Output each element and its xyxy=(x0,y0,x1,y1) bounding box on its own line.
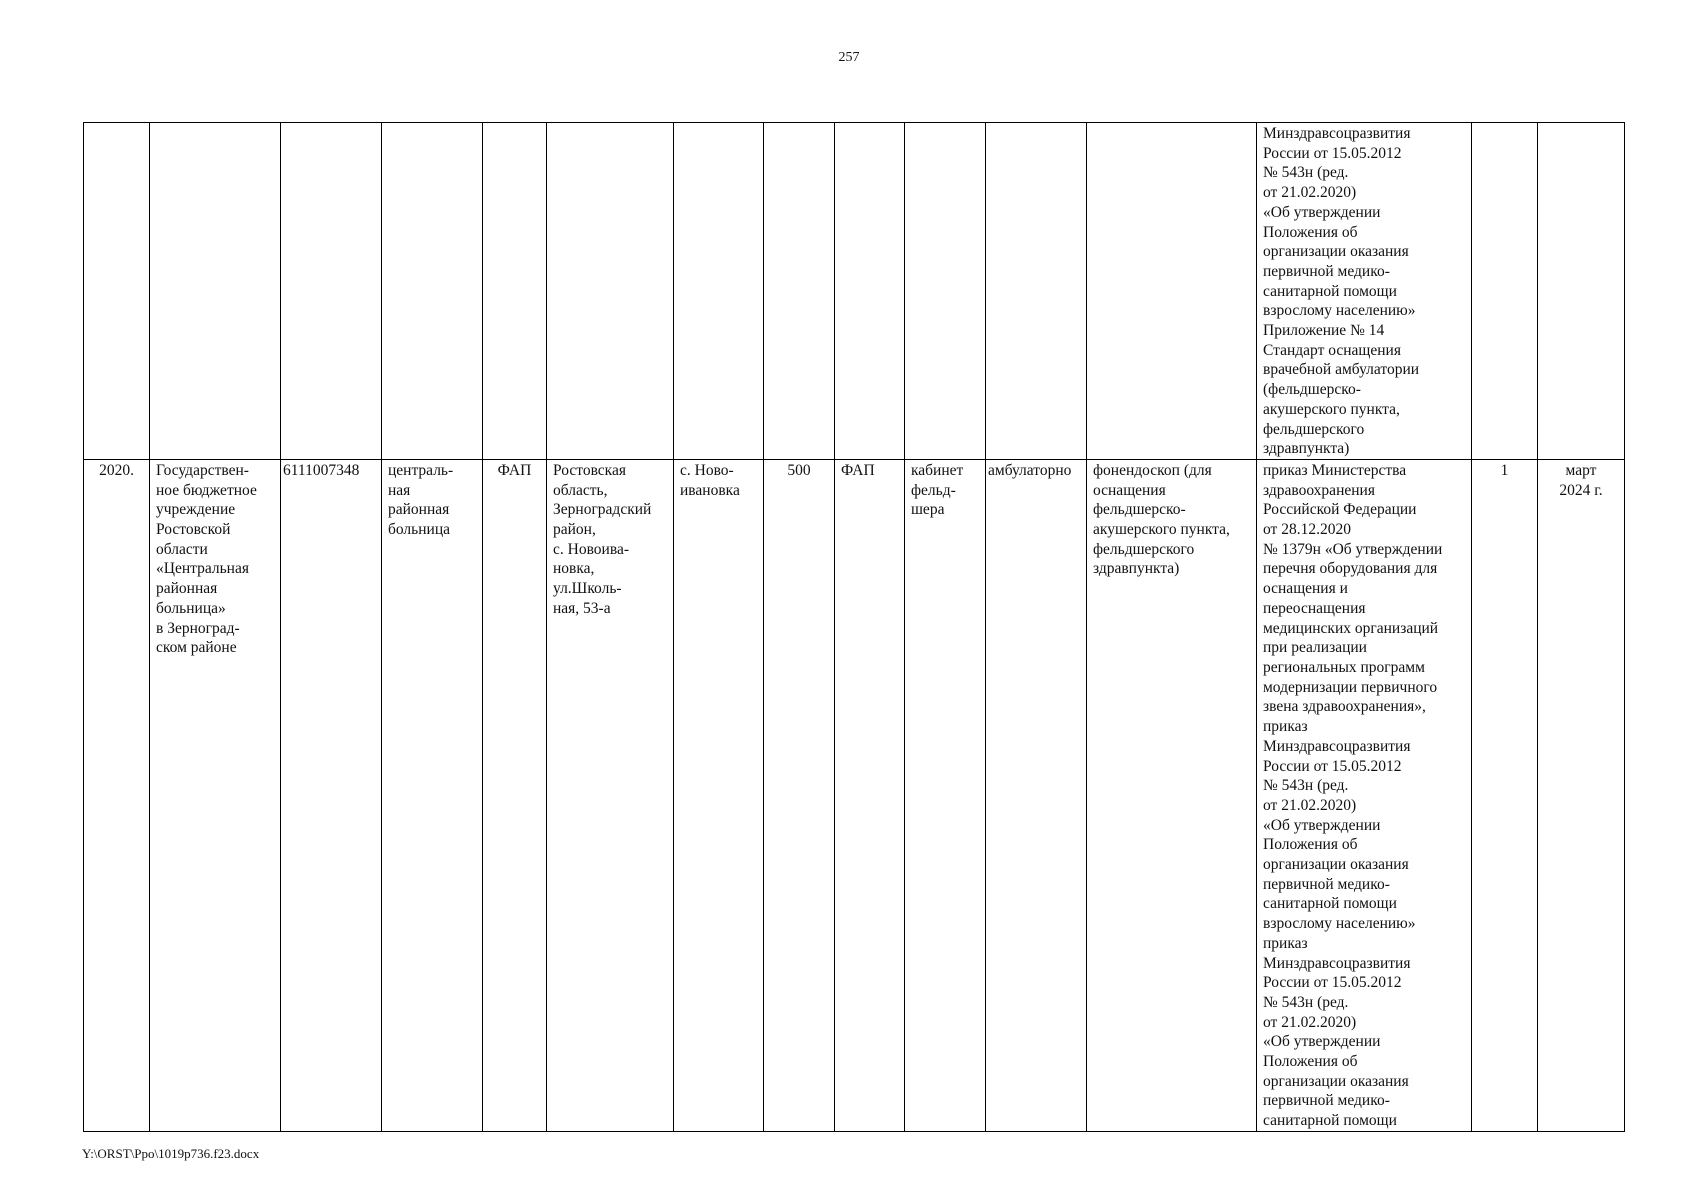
institution-cell: Государствен- ное бюджетное учреждение Ростовской области «Центральная районная больница» в Зерноград- ском районе xyxy=(150,459,281,1131)
table-cell xyxy=(674,123,764,460)
document-ref-cell: Минздравсоцразвития России от 15.05.2012 № 543н (ред. от 21.02.2020) «Об утверждении Положения об организации оказания первичной медико- санитарной помощи взрослому населению» Приложение № 14 Стандарт оснащения врачебной амбулатории (фельдшерско- акушерского пункта, фельдшерского здравпункта) xyxy=(1257,123,1472,460)
table-cell xyxy=(483,123,547,460)
equipment-cell: фонендоскоп (для оснащения фельдшерско- акушерского пункта, фельдшерского здравпункта) xyxy=(1087,459,1257,1131)
table-cell xyxy=(1538,123,1625,460)
table-cell xyxy=(905,123,986,460)
facility-cell: ФАП xyxy=(835,459,905,1131)
unit-type-cell: ФАП xyxy=(483,459,547,1131)
table-cell xyxy=(1087,123,1257,460)
population-cell: 500 xyxy=(764,459,835,1131)
table-cell xyxy=(382,123,483,460)
table-row xyxy=(84,123,1625,460)
page-number: 257 xyxy=(838,50,860,65)
table-cell xyxy=(150,123,281,460)
table-row xyxy=(84,459,1625,1131)
date-cell: март 2024 г. xyxy=(1538,459,1625,1131)
equipment-table xyxy=(83,122,1625,1132)
table-cell xyxy=(764,123,835,460)
settlement-cell: с. Ново- ивановка xyxy=(674,459,764,1131)
inn-cell: 6111007348 xyxy=(281,459,382,1131)
table-cell xyxy=(84,123,150,460)
room-cell: кабинет фельд- шера xyxy=(905,459,986,1131)
table-cell xyxy=(835,123,905,460)
table-cell xyxy=(281,123,382,460)
table-cell xyxy=(547,123,674,460)
table-cell xyxy=(1472,123,1538,460)
quantity-cell: 1 xyxy=(1472,459,1538,1131)
table-cell xyxy=(986,123,1087,460)
address-cell: Ростовская область, Зерноградский район, с. Новоива- новка, ул.Школь- ная, 53-а xyxy=(547,459,674,1131)
care-type-cell: амбулаторно xyxy=(986,459,1087,1131)
row-number-cell: 2020. xyxy=(84,459,150,1131)
institution-type-cell: централь- ная районная больница xyxy=(382,459,483,1131)
document-ref-cell: приказ Министерства здравоохранения Российской Федерации от 28.12.2020 № 1379н «Об утверждении перечня оборудования для оснащения и переоснащения медицинских организаций при реализации региональных программ модернизации первичного звена здравоохранения», приказ Минздравсоцразвития России от 15.05.2012 № 543н (ред. от 21.02.2020) «Об утверждении Положения об организации оказания первичной медико- санитарной помощи взрослому населению» приказ Минздравсоцразвития России от 15.05.2012 № 543н (ред. от 21.02.2020) «Об утверждении Положения об организации оказания первичной медико- санитарной помощи xyxy=(1257,459,1472,1131)
footer-file-path: Y:\ORST\Ppo\1019p736.f23.docx xyxy=(82,1146,260,1161)
